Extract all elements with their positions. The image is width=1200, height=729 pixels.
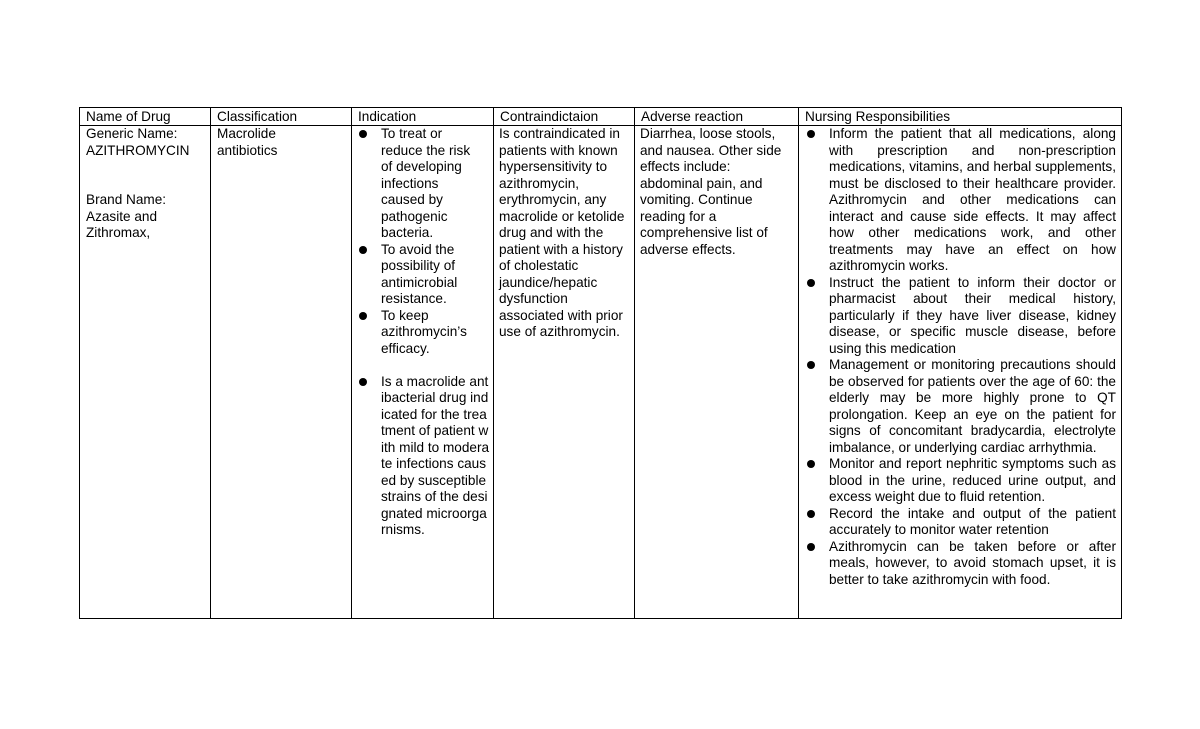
generic-name-value: AZITHROMYCIN [86,142,190,158]
cell-contraindication [494,126,635,619]
list-item [804,539,1118,589]
bullet-icon [807,279,815,287]
bullet-icon [359,312,367,320]
list-item [356,242,490,308]
drug-study-table [79,107,1122,619]
list-item [804,456,1118,506]
bullet-icon [807,361,815,369]
header-indication: Indication [352,108,494,126]
bullet-icon [359,130,367,138]
bullet-icon [807,130,815,138]
brand-name-value: Azasite and Zithromax, [86,208,158,240]
list-item [356,308,490,358]
contraindication-text: Is contraindicated in patients with known hypersensitivity to azithromycin, erythromycin, any macrolide or ketolide drug and with the patient with a history of cholestatic jaundice/hepatic dysfunction associated with prior use of azithromycin. [499,126,625,339]
header-nursing-responsibilities: Nursing Responsibilities [799,108,1122,126]
brand-name-label: Brand Name: [86,192,167,207]
header-name-of-drug: Name of Drug [80,108,211,126]
indication-text: To treat or reduce the risk of developing infections caused by pathogenic bacteria. [381,126,471,240]
list-item [804,275,1118,358]
bullet-icon [359,246,367,254]
bullet-icon [359,378,367,386]
table-row [80,126,1122,619]
indication-text: To avoid the possibility of antimicrobial resistance. [381,241,458,306]
list-item [356,126,490,242]
list-item [804,506,1118,539]
nursing-text: Monitor and report nephritic symptoms such as blood in the urine, reduced urine output, and excess weight due to fluid retention. [829,456,1116,504]
nursing-text: Management or monitoring precautions should be observed for patients over the age of 60: the elderly may be more highly prone to QT prolongation. Keep an eye on the patient for signs of concomitant bradycardia, electrolyte imbalance, or underlying cardiac arrhythmia. [829,357,1116,455]
cell-adverse-reaction [635,126,799,619]
nursing-text: Inform the patient that all medications, along with prescription and non-prescription medications, vitamins, and herbal supplements, must be disclosed to their healthcare provider. Azithromycin and other medications can interact and cause side effects. It may affect how other medications work, and other treatments may have an effect on how azithromycin works. [829,126,1116,273]
list-item [804,126,1118,275]
classification-value: Macrolide antibiotics [217,126,278,158]
bullet-icon [807,460,815,468]
bullet-icon [807,510,815,518]
list-item [804,357,1118,456]
adverse-reaction-text: Diarrhea, loose stools, and nausea. Other side effects include: abdominal pain, and vomiting. Continue reading for a comprehensive list of adverse effects. [640,126,782,257]
cell-name-of-drug [80,126,211,619]
nursing-text: Instruct the patient to inform their doctor or pharmacist about their medical history, particularly if they have liver disease, kidney disease, or specific muscle disease, before using this medication [829,274,1116,356]
bullet-icon [807,543,815,551]
indication-text: To keep azithromycin’s efficacy. [381,307,467,356]
indication-list [356,126,490,539]
generic-name-label: Generic Name: [86,126,178,141]
cell-classification [211,126,352,619]
nursing-list [804,126,1118,588]
cell-indication [352,126,494,619]
header-contraindication: Contraindictaion [494,108,635,126]
header-adverse-reaction: Adverse reaction [635,108,799,126]
nursing-text: Azithromycin can be taken before or after meals, however, to avoid stomach upset, it is better to take azithromycin with food. [829,538,1116,587]
header-row [80,108,1122,126]
list-item [356,374,490,539]
nursing-text: Record the intake and output of the patient accurately to monitor water retention [829,505,1116,537]
indication-text: Is a macrolide antibacterial drug indicated for the treatment of patient with mild to moderate infections caused by susceptible strains of the designated microorgarnisms. [381,373,490,537]
header-classification: Classification [211,108,352,126]
cell-nursing-responsibilities [799,126,1122,619]
